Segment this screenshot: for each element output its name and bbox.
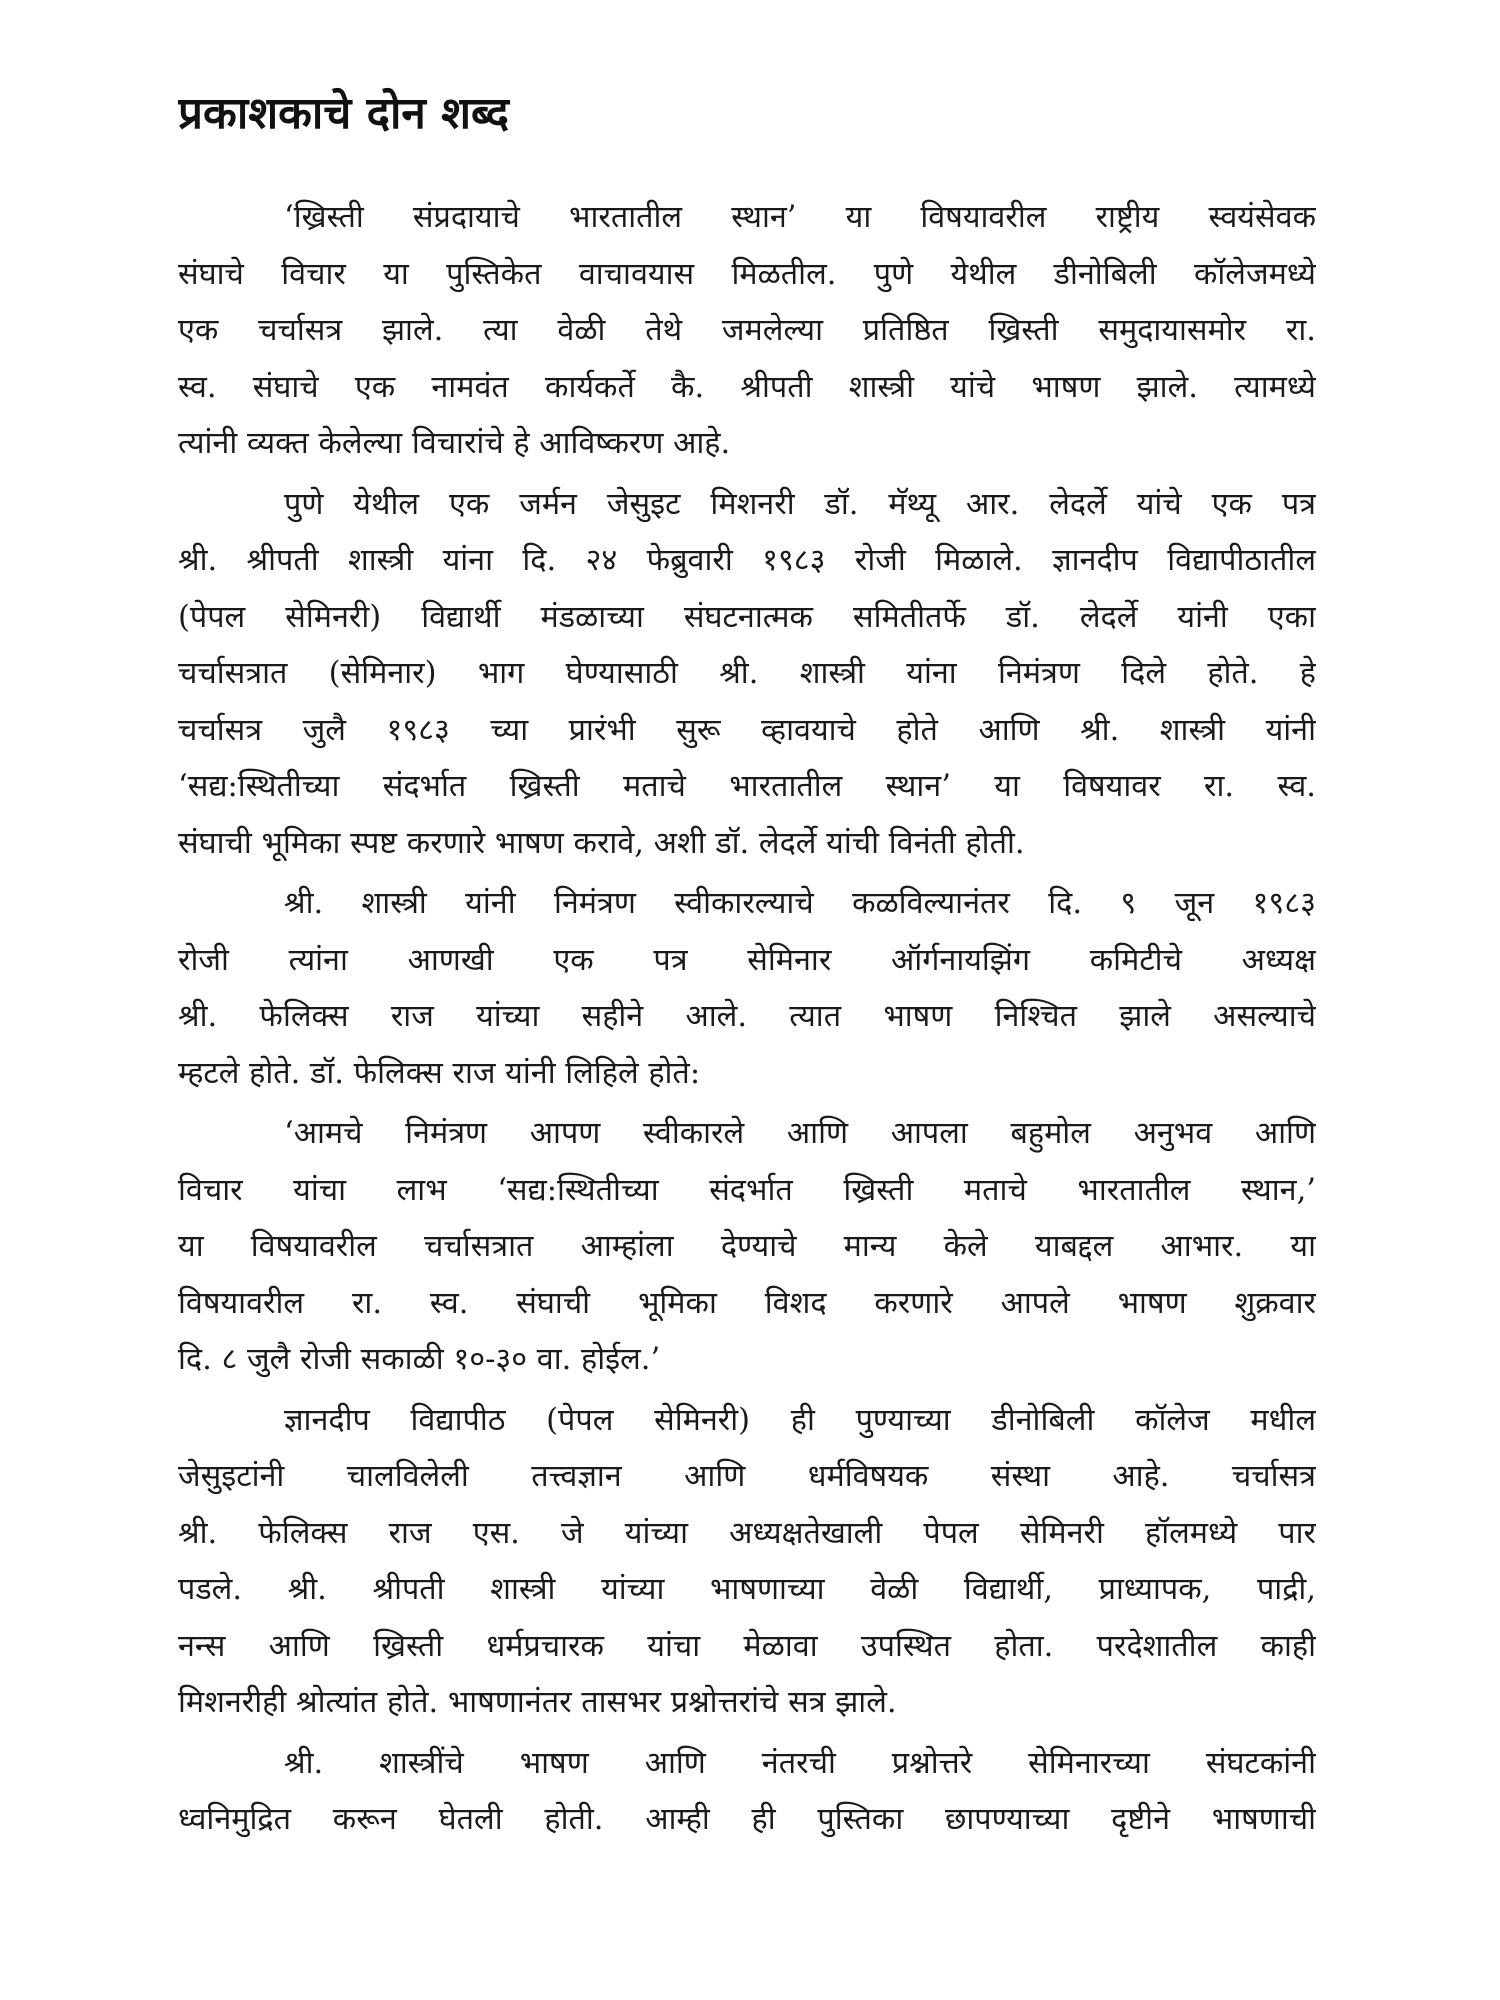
paragraph-4-quote <box>178 1106 1316 1389</box>
text-line: या विषयावरील चर्चासत्रात आम्हांला देण्याचे मान्य केले याबद्दल आभार. या <box>178 1229 1316 1264</box>
text-line: श्री. शास्त्रींचे भाषण आणि नंतरची प्रश्नोत्तरे सेमिनारच्या संघटकांनी <box>284 1745 1316 1781</box>
text-line: ‘सद्य:स्थितीच्या संदर्भात ख्रिस्ती मताचे भारतातील स्थान’ या विषयावर रा. स्व. <box>178 769 1316 804</box>
text-line: मिशनरीही श्रोत्यांत होते. भाषणानंतर तासभर प्रश्नोत्तरांचे सत्र झाले. <box>178 1685 897 1720</box>
text-line: दि. ८ जुलै रोजी सकाळी १०-३० वा. होईल.’ <box>178 1342 661 1377</box>
text-line: श्री. फेलिक्स राज यांच्या सहीने आले. त्यात भाषण निश्चित झाले असल्याचे <box>178 999 1316 1034</box>
text-line: विचार यांचा लाभ ‘सद्य:स्थितीच्या संदर्भात ख्रिस्ती मताचे भारतातील स्थान,’ <box>178 1172 1316 1208</box>
text-line: श्री. शास्त्री यांनी निमंत्रण स्वीकारल्याचे कळविल्यानंतर दि. ९ जून १९८३ <box>284 886 1316 921</box>
text-line: एक चर्चासत्र झाले. त्या वेळी तेथे जमलेल्या प्रतिष्ठित ख्रिस्ती समुदायासमोर रा. <box>178 313 1316 348</box>
text-line: पुणे येथील एक जर्मन जेसुइट मिशनरी डॉ. मॅथ्यू आर. लेदर्ले यांचे एक पत्र <box>284 486 1316 522</box>
page-content <box>178 78 1316 1978</box>
text-line: चर्चासत्रात (सेमिनार) भाग घेण्यासाठी श्री. शास्त्री यांना निमंत्रण दिले होते. हे <box>178 656 1316 691</box>
paragraph-2 <box>178 477 1316 873</box>
text-line: जेसुइटांनी चालविलेली तत्त्वज्ञान आणि धर्मविषयक संस्था आहे. चर्चासत्र <box>178 1459 1316 1494</box>
text-line: ज्ञानदीप विद्यापीठ (पेपल सेमिनरी) ही पुण्याच्या डीनोबिली कॉलेज मधील <box>284 1402 1316 1438</box>
text-line: संघाची भूमिका स्पष्ट करणारे भाषण करावे, अशी डॉ. लेदर्ले यांची विनंती होती. <box>178 825 1025 861</box>
paragraph-6 <box>178 1736 1316 1849</box>
text-line: श्री. श्रीपती शास्त्री यांना दि. २४ फेब्रुवारी १९८३ रोजी मिळाले. ज्ञानदीप विद्यापीठातील <box>178 543 1316 578</box>
text-line: चर्चासत्र जुलै १९८३ च्या प्रारंभी सुरू व्हावयाचे होते आणि श्री. शास्त्री यांनी <box>178 712 1316 748</box>
page-title: प्रकाशकाचे दोन शब्द <box>178 88 510 139</box>
text-line: रोजी त्यांना आणखी एक पत्र सेमिनार ऑर्गनायझिंग कमिटीचे अध्यक्ष <box>178 942 1316 978</box>
text-line: पडले. श्री. श्रीपती शास्त्री यांच्या भाषणाच्या वेळी विद्यार्थी, प्राध्यापक, पाद्री, <box>178 1572 1316 1607</box>
paragraph-1 <box>178 190 1316 473</box>
text-line: श्री. फेलिक्स राज एस. जे यांच्या अध्यक्षतेखाली पेपल सेमिनरी हॉलमध्ये पार <box>178 1515 1316 1551</box>
text-line: म्हटले होते. डॉ. फेलिक्स राज यांनी लिहिले होते: <box>178 1055 701 1091</box>
text-line: ध्वनिमुद्रित करून घेतली होती. आम्ही ही पुस्तिका छापण्याच्या दृष्टीने भाषणाची <box>178 1802 1316 1837</box>
text-line: ‘ख्रिस्ती संप्रदायाचे भारतातील स्थान’ या विषयावरील राष्ट्रीय स्वयंसेवक <box>284 200 1316 235</box>
text-line: विषयावरील रा. स्व. संघाची भूमिका विशद करणारे आपले भाषण शुक्रवार <box>178 1285 1316 1321</box>
text-line: स्व. संघाचे एक नामवंत कार्यकर्ते कै. श्रीपती शास्त्री यांचे भाषण झाले. त्यामध्ये <box>178 369 1316 405</box>
paragraph-5 <box>178 1393 1316 1732</box>
text-line: नन्स आणि ख्रिस्ती धर्मप्रचारक यांचा मेळावा उपस्थित होता. परदेशातील काही <box>178 1628 1316 1664</box>
text-line: ‘आमचे निमंत्रण आपण स्वीकारले आणि आपला बहुमोल अनुभव आणि <box>284 1116 1316 1151</box>
paragraph-3 <box>178 876 1316 1102</box>
text-line: (पेपल सेमिनरी) विद्यार्थी मंडळाच्या संघटनात्मक समितीतर्फे डॉ. लेदर्ले यांनी एका <box>178 599 1316 635</box>
text-line: त्यांनी व्यक्त केलेल्या विचारांचे हे आविष्करण आहे. <box>178 426 731 461</box>
text-line: संघाचे विचार या पुस्तिकेत वाचावयास मिळतील. पुणे येथील डीनोबिली कॉलेजमध्ये <box>178 256 1316 292</box>
